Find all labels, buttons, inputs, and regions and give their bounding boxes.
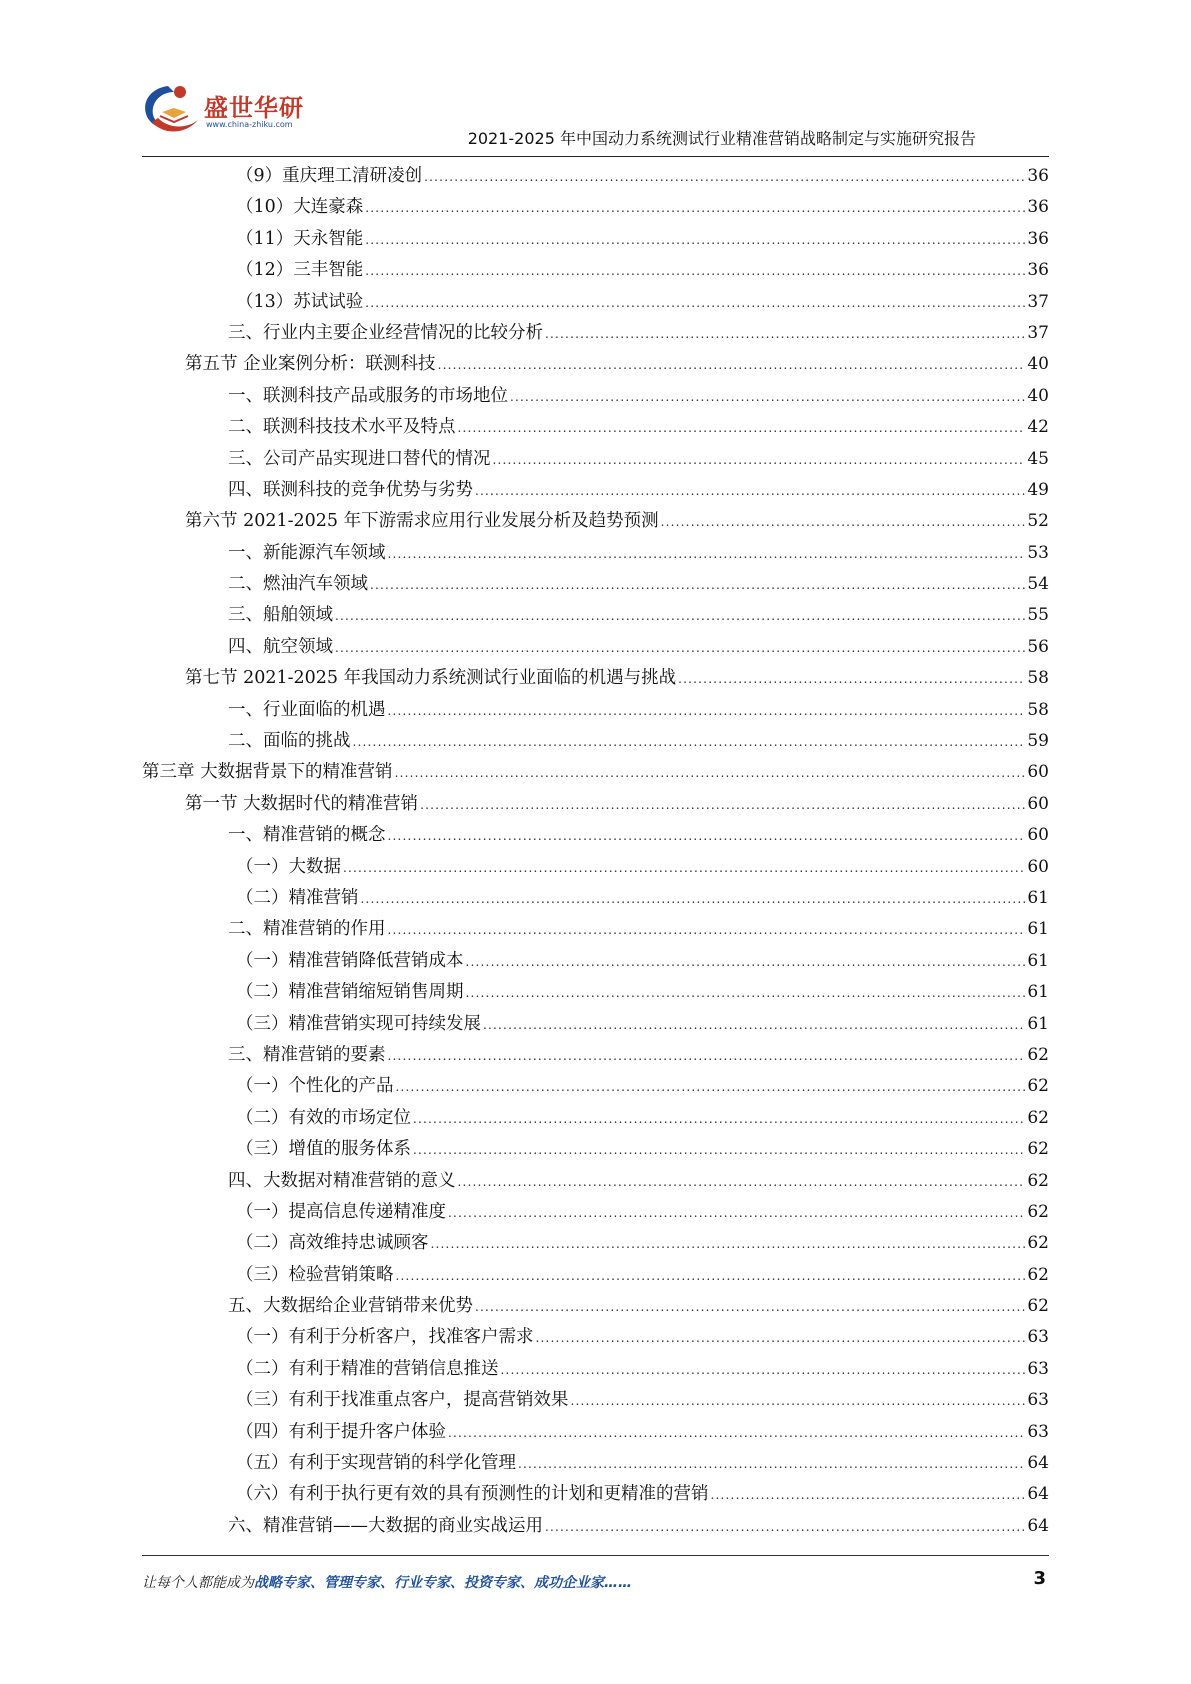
toc-leader-dots [501, 1355, 1026, 1386]
toc-entry-title: （10）大连豪森 [236, 197, 364, 218]
toc-entry-page: 45 [1027, 448, 1049, 469]
toc-leader-dots [388, 539, 1026, 570]
toc-leader-dots [545, 319, 1025, 350]
toc-leader-dots [413, 1104, 1025, 1135]
toc-entry-title: 五、大数据给企业营销带来优势 [228, 1296, 473, 1317]
toc-entry-page: 40 [1027, 354, 1049, 375]
toc-entry-page: 42 [1027, 417, 1049, 438]
toc-entry[interactable] [142, 977, 1049, 1008]
toc-entry[interactable] [142, 1166, 1049, 1197]
toc-leader-dots [365, 288, 1025, 319]
toc-entry[interactable] [142, 757, 1049, 788]
brand-name: 盛世华研 [204, 94, 304, 122]
toc-entry[interactable] [142, 1479, 1049, 1510]
toc-entry-page: 63 [1027, 1358, 1049, 1379]
toc-entry[interactable] [142, 412, 1049, 443]
toc-entry[interactable] [142, 1385, 1049, 1416]
toc-entry-title: 三、船舶领域 [228, 605, 333, 626]
toc-entry[interactable] [142, 695, 1049, 726]
toc-entry[interactable] [142, 381, 1049, 412]
toc-entry-title: （三）增值的服务体系 [236, 1139, 411, 1160]
toc-entry[interactable] [142, 444, 1049, 475]
report-title: 2021-2025 年中国动力系统测试行业精准营销战略制定与实施研究报告 [467, 129, 976, 148]
toc-entry-title: 第六节 2021-2025 年下游需求应用行业发展分析及趋势预测 [185, 511, 659, 532]
toc-entry-page: 61 [1027, 982, 1049, 1003]
toc-entry-title: （二）高效维持忠诚顾客 [236, 1233, 429, 1254]
toc-entry-page: 60 [1027, 856, 1049, 877]
toc-entry[interactable] [142, 1197, 1049, 1228]
toc-entry-title: 第七节 2021-2025 年我国动力系统测试行业面临的机遇与挑战 [185, 668, 677, 689]
toc-entry-title: （一）提高信息传递精准度 [236, 1201, 446, 1222]
toc-entry-page: 62 [1027, 1044, 1049, 1065]
toc-entry[interactable] [142, 1448, 1049, 1479]
toc-leader-dots [458, 413, 1026, 444]
toc-leader-dots [483, 1010, 1025, 1041]
toc-entry-title: （二）有利于精准的营销信息推送 [236, 1358, 499, 1379]
toc-entry-title: 一、联测科技产品或服务的市场地位 [228, 385, 508, 406]
toc-entry[interactable] [142, 1354, 1049, 1385]
toc-entry-page: 61 [1027, 919, 1049, 940]
toc-leader-dots [448, 1418, 1025, 1449]
toc-leader-dots [510, 382, 1025, 413]
toc-leader-dots [475, 476, 1025, 507]
toc-entry-title: （11）天永智能 [236, 228, 364, 249]
toc-leader-dots [458, 1167, 1026, 1198]
toc-leader-dots [395, 758, 1026, 789]
toc-leader-dots [396, 1261, 1026, 1292]
toc-leader-dots [396, 1072, 1026, 1103]
toc-leader-dots [353, 727, 1026, 758]
toc-entry[interactable] [142, 726, 1049, 757]
toc-entry-page: 60 [1027, 762, 1049, 783]
footer-slogan-prefix: 让每个人都能成为 [142, 1575, 254, 1591]
toc-leader-dots [343, 853, 1025, 884]
toc-entry[interactable] [142, 192, 1049, 223]
toc-entry-page: 49 [1027, 479, 1049, 500]
toc-leader-dots [370, 570, 1025, 601]
toc-entry-page: 61 [1027, 950, 1049, 971]
toc-leader-dots [388, 915, 1026, 946]
toc-entry-page: 62 [1027, 1076, 1049, 1097]
toc-entry-page: 62 [1027, 1170, 1049, 1191]
toc-entry-title: 六、精准营销——大数据的商业实战运用 [228, 1515, 543, 1536]
toc-entry-page: 62 [1027, 1107, 1049, 1128]
toc-entry-title: 四、联测科技的竞争优势与劣势 [228, 479, 473, 500]
toc-entry[interactable] [142, 1228, 1049, 1259]
toc-leader-dots [365, 225, 1025, 256]
toc-entry-title: （一）个性化的产品 [236, 1076, 394, 1097]
toc-entry-page: 59 [1027, 731, 1049, 752]
toc-entry-title: 二、精准营销的作用 [228, 919, 386, 940]
toc-entry[interactable] [142, 161, 1049, 192]
page-number: 3 [1033, 1568, 1046, 1589]
toc-entry[interactable] [142, 632, 1049, 663]
toc-entry-page: 61 [1027, 887, 1049, 908]
toc-entry[interactable] [142, 914, 1049, 945]
toc-entry-title: （四）有利于提升客户体验 [236, 1421, 446, 1442]
toc-entry[interactable] [142, 663, 1049, 694]
toc-entry-page: 55 [1027, 605, 1049, 626]
toc-entry-page: 37 [1027, 322, 1049, 343]
toc-leader-dots [536, 1323, 1026, 1354]
toc-entry-page: 63 [1027, 1390, 1049, 1411]
toc-entry[interactable] [142, 820, 1049, 851]
toc-leader-dots [493, 445, 1026, 476]
brand-url: www.china-zhiku.com [206, 120, 293, 129]
toc-entry-page: 54 [1027, 574, 1049, 595]
toc-entry[interactable] [142, 600, 1049, 631]
toc-entry-page: 64 [1027, 1453, 1049, 1474]
toc-leader-dots [413, 1135, 1025, 1166]
footer-slogan [142, 1572, 632, 1592]
toc-leader-dots [518, 1449, 1025, 1480]
toc-entry[interactable] [142, 506, 1049, 537]
toc-entry[interactable] [142, 569, 1049, 600]
toc-entry[interactable] [142, 538, 1049, 569]
toc-entry[interactable] [142, 1134, 1049, 1165]
toc-entry[interactable] [142, 1040, 1049, 1071]
toc-entry-title: 一、新能源汽车领域 [228, 542, 386, 563]
toc-entry-title: （一）精准营销降低营销成本 [236, 950, 464, 971]
table-of-contents [142, 161, 1049, 1542]
toc-entry[interactable] [142, 946, 1049, 977]
toc-entry[interactable] [142, 1511, 1049, 1542]
toc-leader-dots [678, 664, 1025, 695]
toc-leader-dots [361, 884, 1026, 915]
toc-entry-title: 第三章 大数据背景下的精准营销 [142, 762, 393, 783]
toc-entry-title: 三、公司产品实现进口替代的情况 [228, 448, 491, 469]
toc-leader-dots [438, 350, 1026, 381]
toc-leader-dots [571, 1386, 1026, 1417]
toc-entry-page: 63 [1027, 1421, 1049, 1442]
toc-leader-dots [466, 947, 1026, 978]
toc-entry[interactable] [142, 1071, 1049, 1102]
toc-entry[interactable] [142, 475, 1049, 506]
toc-entry-title: 二、面临的挑战 [228, 731, 351, 752]
toc-entry-title: （二）精准营销缩短销售周期 [236, 982, 464, 1003]
toc-entry-title: （三）检验营销策略 [236, 1264, 394, 1285]
toc-entry[interactable] [142, 1291, 1049, 1322]
company-logo [140, 82, 310, 152]
toc-entry[interactable] [142, 1417, 1049, 1448]
toc-entry[interactable] [142, 224, 1049, 255]
logo-swoosh-icon [140, 82, 204, 142]
toc-entry-title: （一）有利于分析客户，找准客户需求 [236, 1327, 534, 1348]
toc-entry-title: 三、行业内主要企业经营情况的比较分析 [228, 322, 543, 343]
toc-entry-title: （9）重庆理工清研凌创 [236, 166, 423, 186]
toc-leader-dots [365, 193, 1025, 224]
toc-entry[interactable] [142, 255, 1049, 286]
toc-entry-title: 二、联测科技技术水平及特点 [228, 417, 456, 438]
toc-entry[interactable] [142, 287, 1049, 318]
toc-entry-page: 62 [1027, 1201, 1049, 1222]
toc-entry-title: （13）苏试试验 [236, 291, 364, 312]
toc-entry-page: 36 [1027, 166, 1049, 186]
header-divider [142, 156, 1049, 157]
toc-leader-dots [661, 507, 1026, 538]
toc-leader-dots [711, 1480, 1026, 1511]
toc-entry[interactable] [142, 318, 1049, 349]
toc-entry-page: 36 [1027, 197, 1049, 218]
toc-entry-page: 56 [1027, 636, 1049, 657]
toc-entry-title: 四、航空领域 [228, 636, 333, 657]
toc-leader-dots [545, 1512, 1025, 1543]
page-header [0, 0, 1191, 160]
toc-leader-dots [420, 790, 1025, 821]
toc-entry-page: 58 [1027, 699, 1049, 720]
toc-entry-title: 一、精准营销的概念 [228, 825, 386, 846]
toc-entry[interactable] [142, 852, 1049, 883]
toc-leader-dots [424, 162, 1025, 193]
toc-entry-page: 63 [1027, 1327, 1049, 1348]
toc-entry[interactable] [142, 1322, 1049, 1353]
toc-entry-page: 53 [1027, 542, 1049, 563]
toc-entry-page: 62 [1027, 1296, 1049, 1317]
toc-entry[interactable] [142, 1103, 1049, 1134]
toc-entry-title: （二）精准营销 [236, 887, 359, 908]
toc-entry-title: 三、精准营销的要素 [228, 1044, 386, 1065]
toc-leader-dots [466, 978, 1026, 1009]
toc-entry-page: 40 [1027, 385, 1049, 406]
toc-entry[interactable] [142, 1260, 1049, 1291]
toc-entry-page: 37 [1027, 291, 1049, 312]
toc-entry-page: 36 [1027, 260, 1049, 281]
toc-entry-page: 52 [1027, 511, 1049, 532]
toc-entry-page: 61 [1027, 1013, 1049, 1034]
toc-leader-dots [388, 821, 1026, 852]
toc-leader-dots [335, 633, 1025, 664]
toc-leader-dots [431, 1229, 1026, 1260]
toc-entry-page: 62 [1027, 1264, 1049, 1285]
footer-slogan-highlight: 战略专家、管理专家、行业专家、投资专家、成功企业家…… [254, 1575, 632, 1591]
toc-entry[interactable] [142, 883, 1049, 914]
toc-entry-page: 62 [1027, 1139, 1049, 1160]
toc-entry-title: 第五节 企业案例分析：联测科技 [185, 354, 436, 375]
toc-entry-page: 58 [1027, 668, 1049, 689]
footer-divider [142, 1555, 1049, 1556]
toc-leader-dots [388, 696, 1026, 727]
toc-entry-page: 60 [1027, 825, 1049, 846]
toc-entry-page: 64 [1027, 1484, 1049, 1505]
toc-entry-page: 64 [1027, 1515, 1049, 1536]
toc-leader-dots [475, 1292, 1025, 1323]
toc-entry-page: 62 [1027, 1233, 1049, 1254]
toc-entry-page: 36 [1027, 228, 1049, 249]
toc-leader-dots [365, 256, 1025, 287]
toc-entry-title: 一、行业面临的机遇 [228, 699, 386, 720]
toc-entry-title: （二）有效的市场定位 [236, 1107, 411, 1128]
toc-entry-title: 四、大数据对精准营销的意义 [228, 1170, 456, 1191]
toc-entry[interactable] [142, 789, 1049, 820]
toc-entry[interactable] [142, 1009, 1049, 1040]
toc-leader-dots [335, 601, 1025, 632]
toc-entry-title: （三）有利于找准重点客户，提高营销效果 [236, 1390, 569, 1411]
toc-entry-title: （12）三丰智能 [236, 260, 364, 281]
toc-entry-title: 第一节 大数据时代的精准营销 [185, 793, 419, 814]
toc-entry-title: （三）精准营销实现可持续发展 [236, 1013, 481, 1034]
toc-leader-dots [448, 1198, 1025, 1229]
toc-leader-dots [388, 1041, 1026, 1072]
toc-entry-title: 二、燃油汽车领域 [228, 574, 368, 595]
toc-entry-title: （六）有利于执行更有效的具有预测性的计划和更精准的营销 [236, 1484, 709, 1505]
toc-entry-title: （一）大数据 [236, 856, 341, 877]
toc-entry-page: 60 [1027, 793, 1049, 814]
toc-entry[interactable] [142, 349, 1049, 380]
toc-entry-title: （五）有利于实现营销的科学化管理 [236, 1453, 516, 1474]
